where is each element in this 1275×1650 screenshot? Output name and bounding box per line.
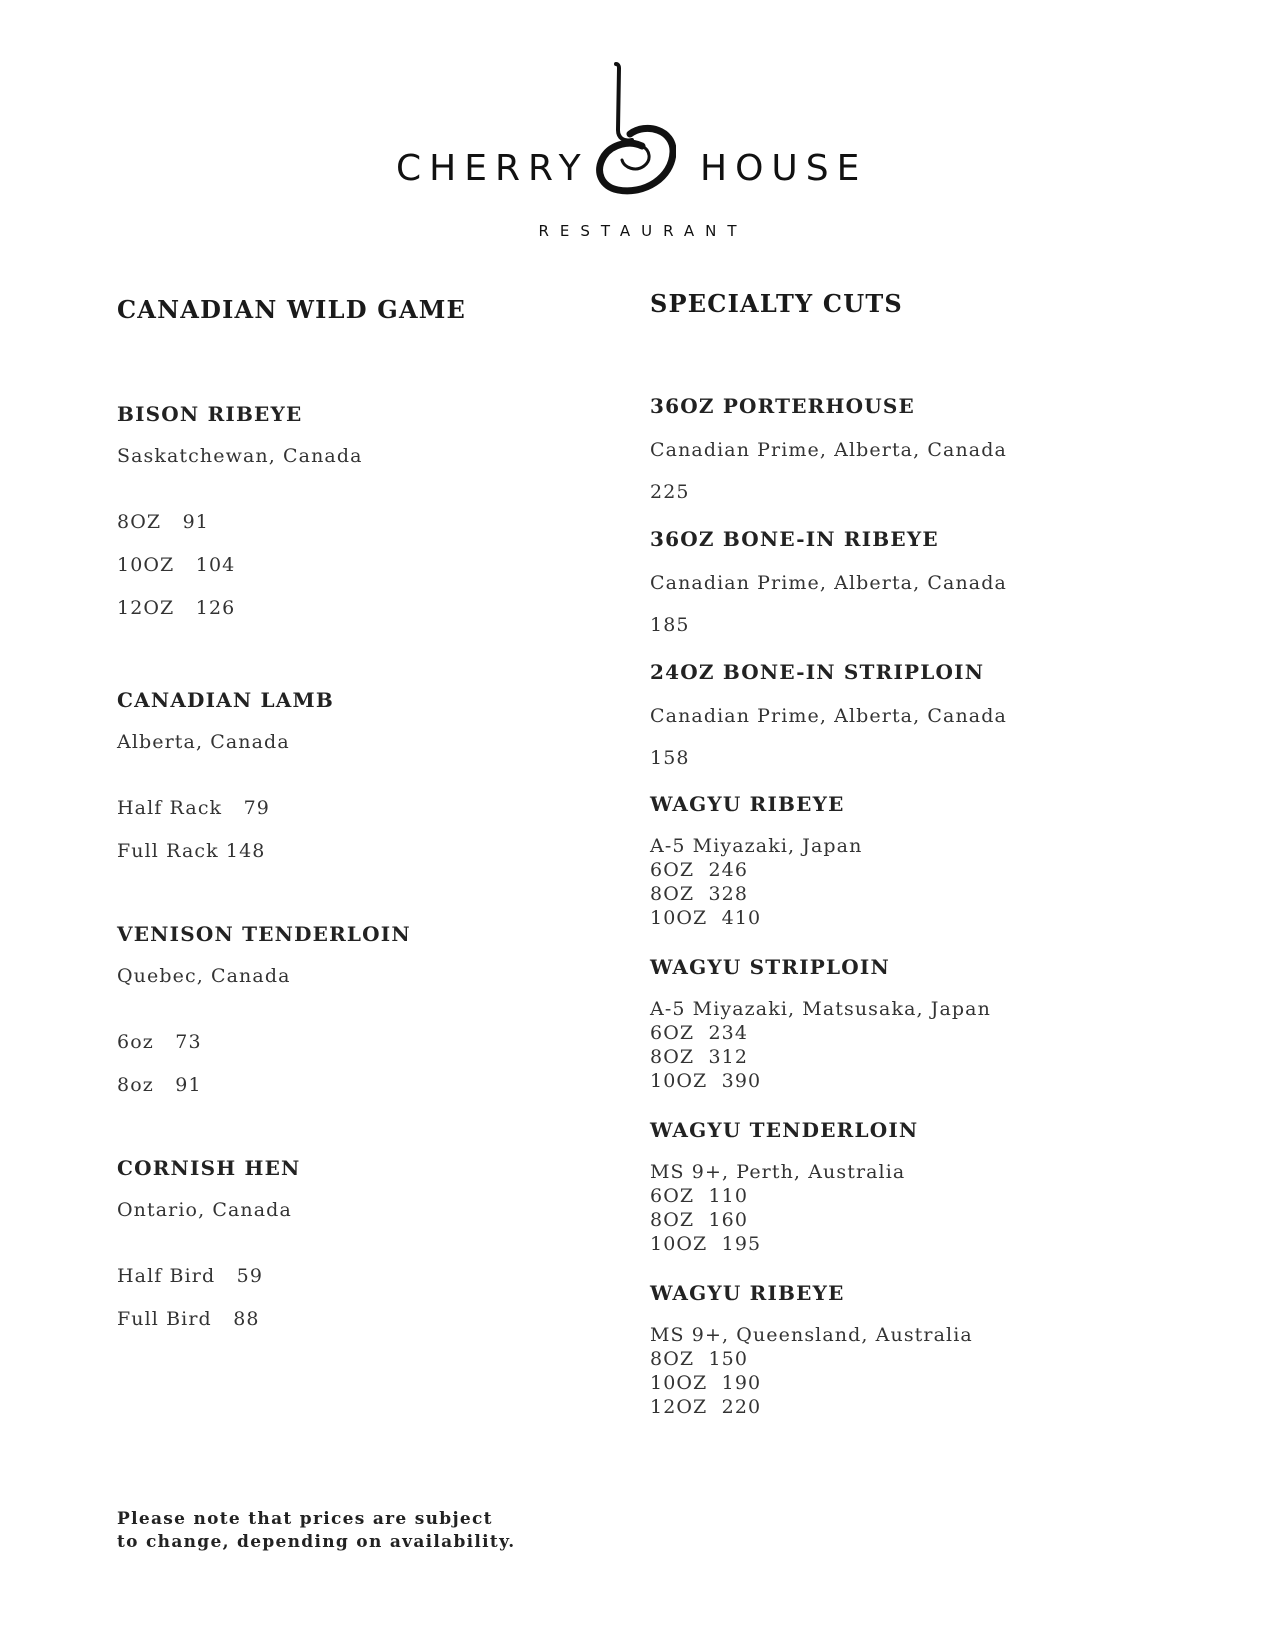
section-title-wild-game: CANADIAN WILD GAME xyxy=(117,295,467,324)
price-line: 8OZ 160 xyxy=(650,1209,749,1231)
menu-item xyxy=(650,660,1007,770)
price-line: Full Rack 148 xyxy=(117,840,266,862)
specialty-cuts-column xyxy=(650,289,1210,1418)
restaurant-logo xyxy=(0,0,1275,260)
price-line: 8oz 91 xyxy=(117,1074,202,1096)
item-origin: Canadian Prime, Alberta, Canada xyxy=(650,572,1007,594)
price-line: Half Bird 59 xyxy=(117,1265,264,1287)
item-origin: Quebec, Canada xyxy=(117,965,291,987)
item-price: 225 xyxy=(650,481,690,503)
price-line: 8OZ 91 xyxy=(117,511,209,533)
price-line: Full Bird 88 xyxy=(117,1308,260,1330)
price-list xyxy=(117,1264,301,1331)
price-line: 6OZ 110 xyxy=(650,1185,749,1207)
item-price: 185 xyxy=(650,614,690,636)
item-name: WAGYU RIBEYE xyxy=(650,792,845,816)
item-price: 158 xyxy=(650,747,690,769)
price-line: 8OZ 150 xyxy=(650,1348,749,1370)
item-details xyxy=(650,1323,973,1419)
price-line: 6OZ 246 xyxy=(650,859,749,881)
price-line: Half Rack 79 xyxy=(117,797,270,819)
price-list xyxy=(117,510,363,620)
item-origin: Saskatchewan, Canada xyxy=(117,445,363,467)
price-line: 8OZ 328 xyxy=(650,883,749,905)
price-line: 10OZ 104 xyxy=(117,554,236,576)
item-name: 36OZ PORTERHOUSE xyxy=(650,394,915,418)
logo-word-cherry: CHERRY xyxy=(396,148,589,189)
menu-item xyxy=(650,955,991,1093)
item-name: VENISON TENDERLOIN xyxy=(117,922,411,946)
item-origin: Canadian Prime, Alberta, Canada xyxy=(650,439,1007,461)
item-origin: Alberta, Canada xyxy=(117,731,290,753)
item-origin: MS 9+, Perth, Australia xyxy=(650,1161,906,1183)
item-origin: A-5 Miyazaki, Japan xyxy=(650,835,863,857)
wild-game-column xyxy=(117,295,637,1330)
menu-item xyxy=(650,1118,918,1256)
item-name: WAGYU RIBEYE xyxy=(650,1281,845,1305)
menu-item xyxy=(117,1156,301,1350)
cherry-icon xyxy=(596,60,676,210)
item-origin: Ontario, Canada xyxy=(117,1199,292,1221)
section-title-specialty-cuts: SPECIALTY CUTS xyxy=(650,289,903,318)
price-line: 10OZ 190 xyxy=(650,1372,762,1394)
item-name: BISON RIBEYE xyxy=(117,402,303,426)
price-line: 12OZ 126 xyxy=(117,597,236,619)
item-name: CANADIAN LAMB xyxy=(117,688,334,712)
price-line: 6OZ 234 xyxy=(650,1022,749,1044)
item-details xyxy=(650,1160,918,1256)
item-name: 24OZ BONE-IN STRIPLOIN xyxy=(650,660,985,684)
price-line: 6oz 73 xyxy=(117,1031,202,1053)
item-origin: MS 9+, Queensland, Australia xyxy=(650,1324,973,1346)
menu-item xyxy=(650,394,1007,504)
price-disclaimer: Please note that prices are subject to change, depending on availability. xyxy=(117,1509,516,1552)
item-origin: Canadian Prime, Alberta, Canada xyxy=(650,705,1007,727)
menu-item xyxy=(650,792,862,930)
item-name: 36OZ BONE-IN RIBEYE xyxy=(650,527,939,551)
menu-item xyxy=(117,922,411,1116)
item-name: CORNISH HEN xyxy=(117,1156,301,1180)
logo-subtitle: RESTAURANT xyxy=(538,222,748,240)
item-details xyxy=(650,834,862,930)
price-line: 10OZ 390 xyxy=(650,1070,762,1092)
price-list xyxy=(117,796,334,863)
item-origin: A-5 Miyazaki, Matsusaka, Japan xyxy=(650,998,991,1020)
price-list xyxy=(117,1030,411,1097)
menu-item xyxy=(117,688,334,882)
menu-item xyxy=(650,1281,973,1419)
menu-item xyxy=(650,527,1007,637)
item-name: WAGYU TENDERLOIN xyxy=(650,1118,919,1142)
price-line: 8OZ 312 xyxy=(650,1046,749,1068)
price-line: 10OZ 195 xyxy=(650,1233,762,1255)
item-name: WAGYU STRIPLOIN xyxy=(650,955,890,979)
item-details xyxy=(650,997,991,1093)
price-line: 10OZ 410 xyxy=(650,907,762,929)
logo-word-house: HOUSE xyxy=(700,148,868,189)
menu-item xyxy=(117,402,363,639)
price-line: 12OZ 220 xyxy=(650,1396,762,1418)
